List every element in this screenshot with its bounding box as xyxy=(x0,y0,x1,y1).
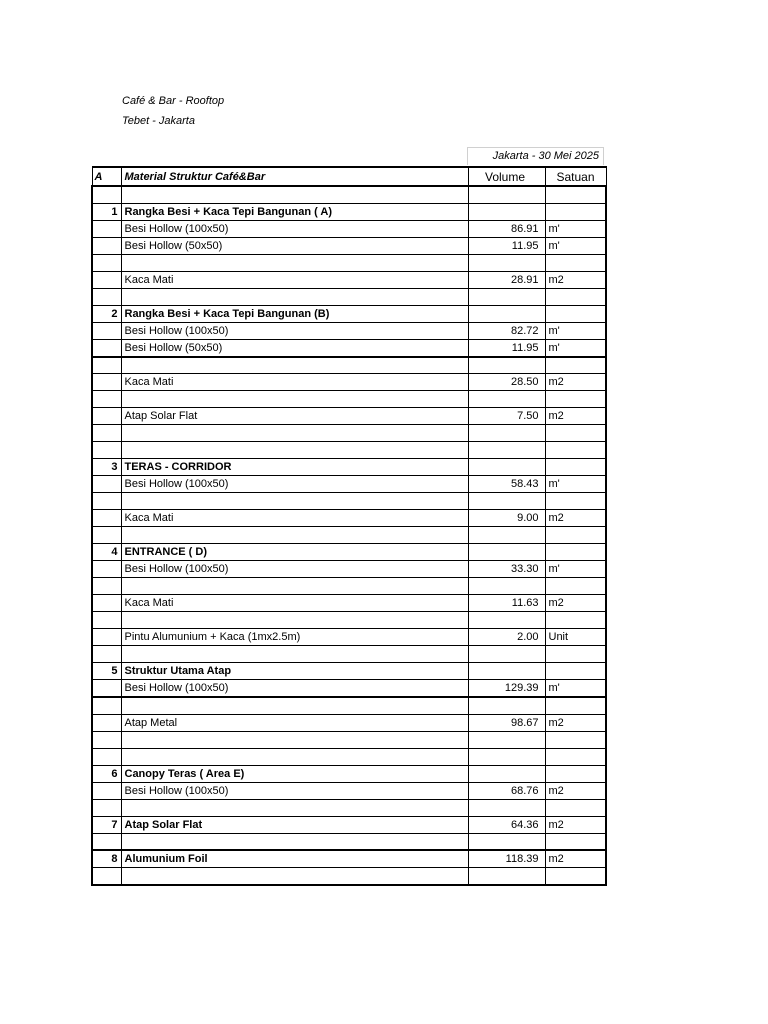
volume-cell: 9.00 xyxy=(468,510,545,527)
row-number-cell xyxy=(92,595,121,612)
material-cell xyxy=(121,527,468,544)
row-number-cell xyxy=(92,782,121,799)
volume-cell xyxy=(468,731,545,748)
table-row xyxy=(92,595,606,612)
table-row xyxy=(92,527,606,544)
unit-cell: m2 xyxy=(545,271,606,288)
material-cell: Rangka Besi + Kaca Tepi Bangunan (B) xyxy=(121,305,468,322)
volume-cell xyxy=(468,748,545,765)
material-cell: Struktur Utama Atap xyxy=(121,663,468,680)
table-row xyxy=(92,220,606,237)
material-cell: Pintu Alumunium + Kaca (1mx2.5m) xyxy=(121,629,468,646)
material-cell: Besi Hollow (50x50) xyxy=(121,339,468,357)
unit-cell xyxy=(545,833,606,850)
table-row xyxy=(92,186,606,203)
volume-cell: 28.91 xyxy=(468,271,545,288)
table-row xyxy=(92,288,606,305)
unit-cell xyxy=(545,868,606,885)
table-row xyxy=(92,425,606,442)
row-number-cell: 7 xyxy=(92,816,121,833)
material-cell: Alumunium Foil xyxy=(121,850,468,868)
unit-cell xyxy=(545,578,606,595)
volume-cell xyxy=(468,868,545,885)
table-row xyxy=(92,868,606,885)
material-cell xyxy=(121,357,468,374)
table-row xyxy=(92,322,606,339)
material-cell xyxy=(121,731,468,748)
unit-cell xyxy=(545,799,606,816)
unit-cell: m2 xyxy=(545,816,606,833)
material-cell: Besi Hollow (100x50) xyxy=(121,782,468,799)
material-cell xyxy=(121,186,468,203)
row-number-cell: 1 xyxy=(92,203,121,220)
material-cell: Besi Hollow (50x50) xyxy=(121,237,468,254)
table-row xyxy=(92,680,606,698)
unit-cell: Unit xyxy=(545,629,606,646)
unit-cell xyxy=(545,748,606,765)
volume-cell: 33.30 xyxy=(468,561,545,578)
table-row xyxy=(92,697,606,714)
row-number-cell xyxy=(92,374,121,391)
material-table xyxy=(91,166,607,886)
column-header-volume: Volume xyxy=(468,167,545,186)
material-cell: Besi Hollow (100x50) xyxy=(121,680,468,698)
volume-cell: 82.72 xyxy=(468,322,545,339)
unit-cell: m2 xyxy=(545,374,606,391)
unit-cell xyxy=(545,425,606,442)
table-row xyxy=(92,476,606,493)
material-cell xyxy=(121,833,468,850)
unit-cell xyxy=(545,663,606,680)
volume-cell: 86.91 xyxy=(468,220,545,237)
row-number-cell xyxy=(92,391,121,408)
row-number-cell xyxy=(92,731,121,748)
volume-cell: 98.67 xyxy=(468,714,545,731)
unit-cell: m' xyxy=(545,680,606,698)
material-cell xyxy=(121,425,468,442)
volume-cell: 2.00 xyxy=(468,629,545,646)
unit-cell xyxy=(545,544,606,561)
row-number-cell xyxy=(92,833,121,850)
material-cell xyxy=(121,442,468,459)
unit-cell xyxy=(545,527,606,544)
unit-cell: m2 xyxy=(545,850,606,868)
unit-cell xyxy=(545,493,606,510)
volume-cell: 28.50 xyxy=(468,374,545,391)
row-number-cell xyxy=(92,697,121,714)
material-cell xyxy=(121,493,468,510)
unit-cell xyxy=(545,459,606,476)
volume-cell xyxy=(468,442,545,459)
unit-cell: m2 xyxy=(545,408,606,425)
volume-cell xyxy=(468,288,545,305)
volume-cell xyxy=(468,254,545,271)
volume-cell xyxy=(468,357,545,374)
unit-cell: m' xyxy=(545,339,606,357)
row-number-cell xyxy=(92,254,121,271)
material-cell: Besi Hollow (100x50) xyxy=(121,561,468,578)
unit-cell xyxy=(545,305,606,322)
material-cell xyxy=(121,288,468,305)
unit-cell: m' xyxy=(545,237,606,254)
material-cell xyxy=(121,748,468,765)
column-header-satuan: Satuan xyxy=(545,167,606,186)
row-number-cell: 5 xyxy=(92,663,121,680)
unit-cell: m2 xyxy=(545,595,606,612)
table-row xyxy=(92,663,606,680)
table-row xyxy=(92,816,606,833)
material-cell: TERAS - CORRIDOR xyxy=(121,459,468,476)
volume-cell: 11.63 xyxy=(468,595,545,612)
row-number-cell xyxy=(92,510,121,527)
unit-cell: m' xyxy=(545,322,606,339)
table-row xyxy=(92,339,606,357)
row-number-cell xyxy=(92,339,121,357)
row-number-cell: 2 xyxy=(92,305,121,322)
table-row xyxy=(92,408,606,425)
table-row xyxy=(92,629,606,646)
row-number-cell xyxy=(92,714,121,731)
material-cell: Besi Hollow (100x50) xyxy=(121,322,468,339)
row-number-cell xyxy=(92,799,121,816)
volume-cell: 129.39 xyxy=(468,680,545,698)
table-row xyxy=(92,646,606,663)
table-header-row xyxy=(92,167,606,186)
column-header-material: Material Struktur Café&Bar xyxy=(121,167,468,186)
table-row xyxy=(92,510,606,527)
row-number-cell xyxy=(92,186,121,203)
unit-cell xyxy=(545,442,606,459)
row-number-cell xyxy=(92,237,121,254)
table-row xyxy=(92,374,606,391)
volume-cell xyxy=(468,833,545,850)
unit-cell xyxy=(545,186,606,203)
volume-cell xyxy=(468,459,545,476)
volume-cell xyxy=(468,578,545,595)
material-cell: Besi Hollow (100x50) xyxy=(121,476,468,493)
material-cell: Atap Solar Flat xyxy=(121,408,468,425)
material-cell: Canopy Teras ( Area E) xyxy=(121,765,468,782)
material-cell: Kaca Mati xyxy=(121,595,468,612)
material-cell: Besi Hollow (100x50) xyxy=(121,220,468,237)
row-number-cell xyxy=(92,357,121,374)
material-cell: Kaca Mati xyxy=(121,510,468,527)
row-number-cell xyxy=(92,578,121,595)
table-row xyxy=(92,271,606,288)
material-cell xyxy=(121,868,468,885)
material-cell: Rangka Besi + Kaca Tepi Bangunan ( A) xyxy=(121,203,468,220)
volume-cell: 64.36 xyxy=(468,816,545,833)
row-number-cell xyxy=(92,220,121,237)
table-row xyxy=(92,748,606,765)
table-row xyxy=(92,357,606,374)
volume-cell: 11.95 xyxy=(468,339,545,357)
unit-cell xyxy=(545,203,606,220)
table-row xyxy=(92,391,606,408)
unit-cell xyxy=(545,765,606,782)
unit-cell: m' xyxy=(545,476,606,493)
row-number-cell xyxy=(92,527,121,544)
unit-cell: m2 xyxy=(545,714,606,731)
table-row xyxy=(92,782,606,799)
volume-cell: 118.39 xyxy=(468,850,545,868)
unit-cell: m2 xyxy=(545,782,606,799)
table-row xyxy=(92,203,606,220)
material-cell: Atap Metal xyxy=(121,714,468,731)
material-cell: Kaca Mati xyxy=(121,271,468,288)
row-number-cell xyxy=(92,646,121,663)
row-number-cell xyxy=(92,748,121,765)
document-location: Tebet - Jakarta xyxy=(122,115,195,127)
material-cell xyxy=(121,391,468,408)
row-number-cell xyxy=(92,493,121,510)
volume-cell xyxy=(468,203,545,220)
row-number-cell xyxy=(92,442,121,459)
row-number-cell xyxy=(92,288,121,305)
volume-cell xyxy=(468,646,545,663)
table-row xyxy=(92,459,606,476)
row-number-cell xyxy=(92,868,121,885)
volume-cell xyxy=(468,186,545,203)
row-number-cell: 6 xyxy=(92,765,121,782)
volume-cell xyxy=(468,391,545,408)
material-cell xyxy=(121,697,468,714)
unit-cell xyxy=(545,391,606,408)
unit-cell xyxy=(545,254,606,271)
row-number-cell xyxy=(92,408,121,425)
table-row xyxy=(92,254,606,271)
unit-cell xyxy=(545,731,606,748)
volume-cell xyxy=(468,425,545,442)
volume-cell: 11.95 xyxy=(468,237,545,254)
volume-cell xyxy=(468,493,545,510)
row-number-cell xyxy=(92,476,121,493)
material-cell: Atap Solar Flat xyxy=(121,816,468,833)
row-number-cell xyxy=(92,322,121,339)
row-number-cell: 8 xyxy=(92,850,121,868)
unit-cell xyxy=(545,697,606,714)
material-cell xyxy=(121,612,468,629)
material-cell xyxy=(121,799,468,816)
volume-cell xyxy=(468,305,545,322)
table-row xyxy=(92,493,606,510)
volume-cell xyxy=(468,612,545,629)
table-row xyxy=(92,442,606,459)
column-header-a: A xyxy=(92,167,121,186)
material-cell xyxy=(121,578,468,595)
table-row xyxy=(92,833,606,850)
table-row xyxy=(92,731,606,748)
row-number-cell xyxy=(92,561,121,578)
material-cell: ENTRANCE ( D) xyxy=(121,544,468,561)
unit-cell: m' xyxy=(545,220,606,237)
unit-cell xyxy=(545,357,606,374)
volume-cell xyxy=(468,765,545,782)
unit-cell xyxy=(545,646,606,663)
row-number-cell xyxy=(92,612,121,629)
material-cell xyxy=(121,254,468,271)
table-row xyxy=(92,237,606,254)
volume-cell xyxy=(468,527,545,544)
table-row xyxy=(92,765,606,782)
unit-cell: m' xyxy=(545,561,606,578)
row-number-cell xyxy=(92,271,121,288)
volume-cell: 68.76 xyxy=(468,782,545,799)
table-row xyxy=(92,578,606,595)
volume-cell: 58.43 xyxy=(468,476,545,493)
unit-cell: m2 xyxy=(545,510,606,527)
row-number-cell: 4 xyxy=(92,544,121,561)
volume-cell xyxy=(468,697,545,714)
table-row xyxy=(92,612,606,629)
table-row xyxy=(92,714,606,731)
table-row xyxy=(92,850,606,868)
table-row xyxy=(92,799,606,816)
volume-cell xyxy=(468,799,545,816)
volume-cell: 7.50 xyxy=(468,408,545,425)
material-cell: Kaca Mati xyxy=(121,374,468,391)
table-row xyxy=(92,544,606,561)
document-title: Café & Bar - Rooftop xyxy=(122,95,225,107)
table-row xyxy=(92,305,606,322)
unit-cell xyxy=(545,612,606,629)
row-number-cell: 3 xyxy=(92,459,121,476)
table-row xyxy=(92,561,606,578)
volume-cell xyxy=(468,663,545,680)
row-number-cell xyxy=(92,425,121,442)
volume-cell xyxy=(468,544,545,561)
row-number-cell xyxy=(92,680,121,698)
material-cell xyxy=(121,646,468,663)
date-cell: Jakarta - 30 Mei 2025 xyxy=(467,147,604,165)
row-number-cell xyxy=(92,629,121,646)
unit-cell xyxy=(545,288,606,305)
